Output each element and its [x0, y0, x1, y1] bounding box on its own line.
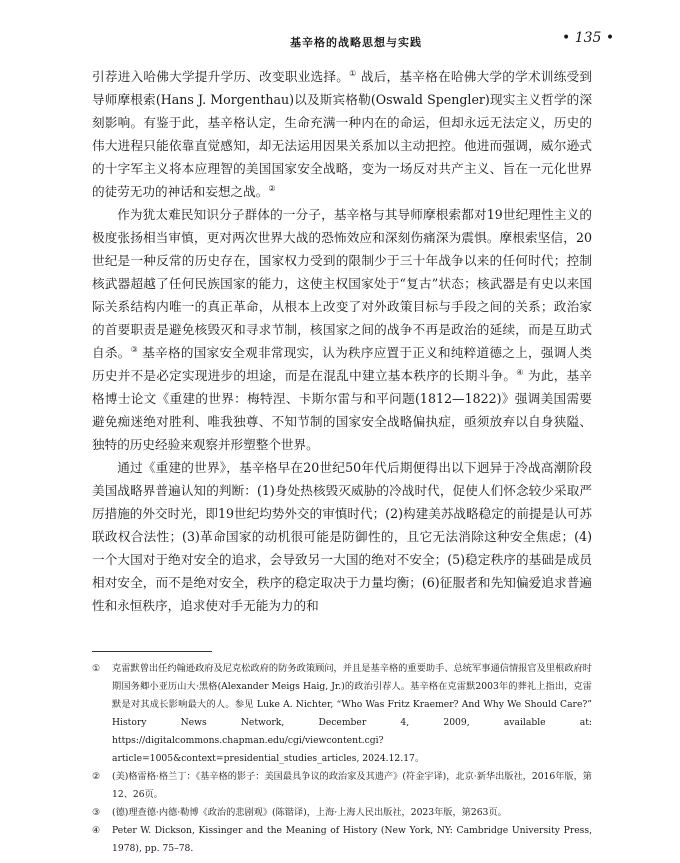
paragraph-2: [92, 203, 592, 456]
body-text: [92, 65, 592, 617]
footnotes: [92, 660, 592, 858]
footnote-separator: [92, 651, 212, 652]
footnote-2: [92, 768, 592, 804]
footnote-ref-3[interactable]: ③: [130, 344, 139, 354]
paragraph-2-text-c: 为此，基辛格博士论文《重建的世界：梅特涅、卡斯尔雷与和平问题(1812—1822)》强调美国需要避免痴迷绝对胜利、唯我独尊、不知节制的国家安全战略偏执症，亟须放弃以自身狭隘、独特的历史经验来观察并形塑整个世界。: [92, 368, 593, 452]
footnote-ref-2[interactable]: ②: [268, 183, 276, 193]
footnote-ref-1[interactable]: ①: [349, 68, 357, 78]
footnote-3-mark: ③: [92, 807, 101, 818]
paragraph-1-text-a: 引荐进入哈佛大学提升学历、改变职业选择。: [92, 69, 350, 84]
paragraph-2-text-b: 基辛格的国家安全观非常现实，认为秩序应置于正义和纯粹道德之上，强调人类历史并不是必定实现进步的坦途，而是在混乱中建立基本秩序的长期斗争。: [92, 345, 592, 383]
paragraph-3: [92, 456, 592, 617]
footnote-3-text: (德)理查德·内德·勒博《政治的悲剧观》(陈锴译)，上海·上海人民出版社，2023年版，第263页。: [112, 807, 507, 818]
page-number: • 135 •: [562, 30, 615, 46]
paragraph-3-text: 通过《重建的世界》，基辛格早在20世纪50年代后期便得出以下迥异于冷战高潮阶段美国战略界普遍认知的判断：(1)身处热核毁灭威胁的冷战时代，促使人们怀念较少采取严厉措施的外交时光，即19世纪均势外交的审慎时代；(2)构建美苏战略稳定的前提是认可苏联政权合法性；(3)革命国家的动机很可能是防御性的，且它无法消除这种安全焦虑；(4)一个大国对于绝对安全的追求，会导致另一大国的绝对不安全；(5)稳定秩序的基础是成员相对安全，而不是绝对安全，秩序的稳定取决于力量均衡；(6)征服者和先知偏爱追求普遍性和永恒秩序，追求使对手无能为力的和: [92, 460, 592, 613]
paragraph-1: [92, 65, 592, 203]
footnote-4-mark: ④: [92, 825, 101, 836]
footnote-2-text: (美)格雷格·格兰丁：《基辛格的影子：美国最具争议的政治家及其遗产》(符金宇译)，北京·新华出版社，2016年版，第12、26页。: [112, 771, 592, 800]
running-title: 基辛格的战略思想与实践: [290, 36, 422, 49]
footnote-3: [92, 804, 592, 822]
page-header: [0, 30, 680, 52]
paragraph-1-text-b: 战后，基辛格在哈佛大学的学术训练受到导师摩根索(Hans J. Morgenthau)以及斯宾格勒(Oswald Spengler)现实主义哲学的深刻影响。有鉴于此，基辛格认定，生命充满一种内在的命运，但却永远无法定义，历史的伟大进程只能依靠直觉感知，却无法运用因果关系加以主动把控。他进而强调，威尔逊式的十字军主义将本应理智的美国国家安全战略，变为一场反对共产主义、旨在一元化世界的徒劳无功的神话和妄想之战。: [92, 69, 592, 199]
footnote-2-mark: ②: [92, 771, 101, 782]
footnote-ref-4[interactable]: ④: [516, 367, 524, 377]
footnote-1: [92, 660, 592, 768]
footnote-1-text: 克雷默曾出任约翰逊政府及尼克松政府的防务政策顾问，并且是基辛格的重要助手、总统军事通信情报官及里根政府时期国务卿小亚历山大·黑格(Alexander Meigs Haig, Jr.)的政治引荐人。基辛格在克雷默2003年的葬礼上指出，克雷默是对其成长影响最大的人。参见 Luke A. Nichter, “Who Was Fritz Kraemer? And Why We Should Care?” History News Network, December 4, 2009, available at: https://digitalcommons.chapman.edu/cgi/viewcontent.cgi? article=1005&context=presidential_studies_articles, 2024.12.17。: [112, 663, 592, 764]
paragraph-2-text-a: 作为犹太难民知识分子群体的一分子，基辛格与其导师摩根索都对19世纪理性主义的极度张扬相当审慎，更对两次世界大战的恐怖效应和深刻伤痛深为震惧。摩根索坚信，20世纪是一种反常的历史存在，国家权力受到的限制少于三十年战争以来的任何时代；控制核武器超越了任何民族国家的能力，这使主权国家处于“复古”状态；核武器是有史以来国际关系结构内唯一的真正革命，从根本上改变了对外政策目标与手段之间的关系；政治家的首要职责是避免核毁灭和寻求节制，核国家之间的战争不再是政治的延续，而是互助式自杀。: [92, 207, 592, 360]
footnote-4: [92, 822, 592, 858]
footnote-4-text: Peter W. Dickson, Kissinger and the Meaning of History (New York, NY: Cambridge University Press, 1978), pp. 75–78.: [112, 825, 592, 854]
footnote-1-mark: ①: [92, 663, 101, 674]
